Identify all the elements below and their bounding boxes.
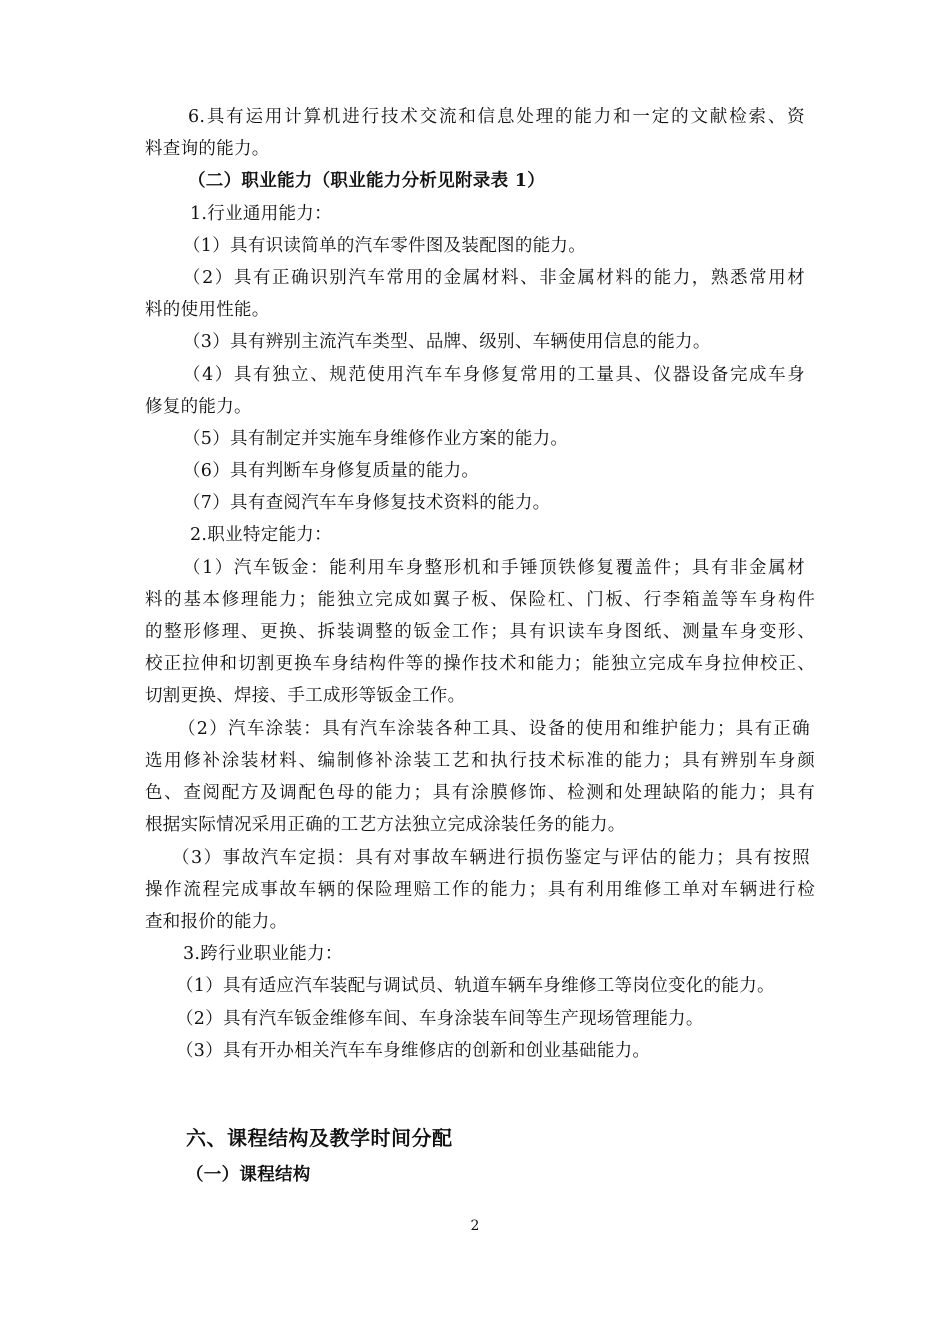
text-line: 料的基本修理能力；能独立完成如翼子板、保险杠、门板、行李箱盖等车身构件 [145,590,815,610]
text-line: （7）具有查阅汽车车身修复技术资料的能力。 [183,493,551,513]
text-line: （3）事故汽车定损：具有对事故车辆进行损伤鉴定与评估的能力；具有按照 [172,848,810,868]
page-number: 2 [470,1218,480,1234]
text-line: 根据实际情况采用正确的工艺方法独立完成涂装任务的能力。 [145,815,626,835]
text-line: 料的使用性能。 [145,300,270,320]
text-line: 修复的能力。 [145,397,252,417]
text-line: 2.职业特定能力： [190,525,332,545]
text-line: 查和报价的能力。 [145,912,288,932]
text-line: （4）具有独立、规范使用汽车车身修复常用的工量具、仪器设备完成车身 [183,365,805,385]
text-line: （5）具有制定并实施车身维修作业方案的能力。 [183,429,569,449]
text-line: （1）具有识读简单的汽车零件图及装配图的能力。 [183,236,587,256]
text-line: （3）具有辨别主流汽车类型、品牌、级别、车辆使用信息的能力。 [183,332,711,352]
text-line: 校正拉伸和切割更换车身结构件等的操作技术和能力；能独立完成车身拉伸校正、 [145,654,815,674]
subsection-heading: （一）课程结构 [186,1165,311,1185]
text-line: 的整形修理、更换、拆装调整的钣金工作；具有识读车身图纸、测量车身变形、 [145,622,815,642]
text-line: 色、查阅配方及调配色母的能力；具有涂膜修饰、检测和处理缺陷的能力；具有 [145,783,815,803]
text-line: （1）具有适应汽车装配与调试员、轨道车辆车身维修工等岗位变化的能力。 [176,976,775,996]
text-line: 选用修补涂装材料、编制修补涂装工艺和执行技术标准的能力；具有辨别车身颜 [145,751,815,771]
text-line: 切割更换、焊接、手工成形等钣金工作。 [145,686,466,706]
text-line: 1.行业通用能力： [190,204,332,224]
section-heading: 六、课程结构及教学时间分配 [186,1126,453,1150]
text-line: （6）具有判断车身修复质量的能力。 [183,461,480,481]
text-line: 料查询的能力。 [145,139,270,159]
text-line: （2）汽车涂装：具有汽车涂装各种工具、设备的使用和维护能力；具有正确 [178,719,810,739]
text-line: 3.跨行业职业能力： [183,944,343,964]
text-line: （1）汽车钣金：能利用车身整形机和手锤顶铁修复覆盖件；具有非金属材 [183,558,805,578]
subsection-title: （二）职业能力（职业能力分析见附录表 1） [188,171,546,191]
text-line: 6.具有运用计算机进行技术交流和信息处理的能力和一定的文献检索、资 [188,107,805,127]
text-line: （2）具有汽车钣金维修车间、车身涂装车间等生产现场管理能力。 [176,1009,704,1029]
text-line: （3）具有开办相关汽车车身维修店的创新和创业基础能力。 [176,1041,651,1061]
text-line: （2）具有正确识别汽车常用的金属材料、非金属材料的能力，熟悉常用材 [183,268,805,288]
text-line: 操作流程完成事故车辆的保险理赔工作的能力；具有利用维修工单对车辆进行检 [145,880,815,900]
